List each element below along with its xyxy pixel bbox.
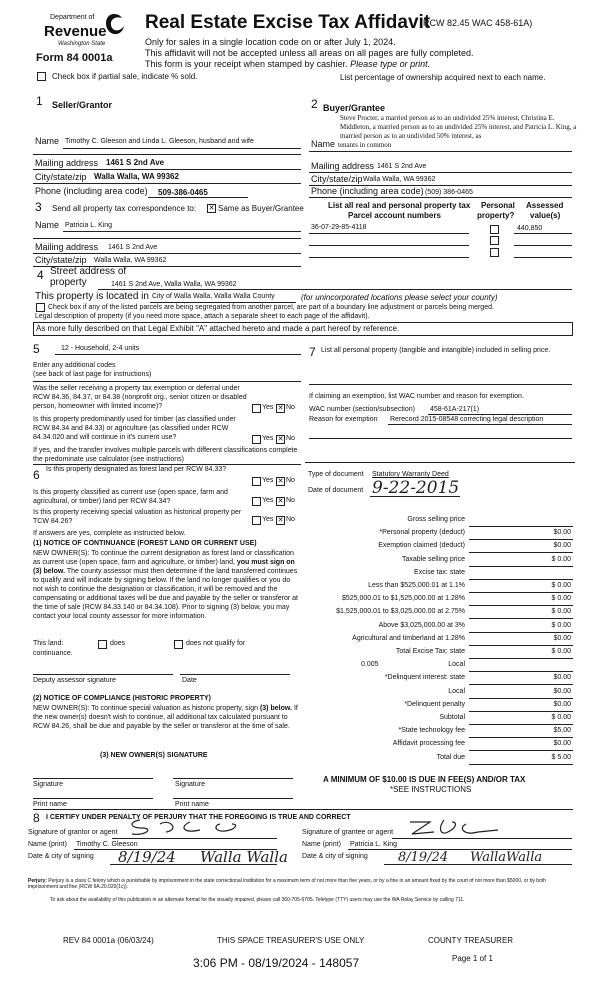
tax-row [309, 581, 573, 593]
buyer-mail[interactable]: 1461 S 2nd Ave [377, 163, 427, 170]
grantee-sig-line [392, 838, 572, 839]
parcel-row-1-line [309, 233, 469, 234]
owner-sig-2-label: Signature [175, 781, 205, 788]
notice-compliance-heading: (2) NOTICE OF COMPLIANCE (HISTORIC PROPERTY) [33, 695, 211, 702]
tax-row-label: Subtotal [439, 714, 465, 721]
corr-name[interactable]: Patricia L. King [65, 222, 113, 229]
corr-city-label: City/state/zip [35, 255, 87, 265]
logo-dept-text: Department of [50, 14, 95, 21]
tax-row-line [469, 671, 573, 672]
tax-row-value[interactable]: $0.00 [553, 674, 571, 682]
tax-row-line [469, 618, 573, 619]
grantee-sig-label: Signature of grantee or agent [302, 829, 394, 836]
doc-date-label: Date of document [308, 487, 364, 494]
same-as-buyer-checkbox[interactable]: ✕ [208, 205, 215, 212]
tax-row-line [469, 698, 573, 699]
notice-compliance-text: NEW OWNER(S): To continue special valuation as historic property, sign (3) below. If the new owner(s) doesn't wish to continue, all additional tax calculated pursuant to RCW 84.26, shall be due and payable by the seller or transferor at the time of sale. [33, 705, 298, 730]
notice-continuance-heading: (1) NOTICE OF CONTINUANCE (FOREST LAND OR CURRENT USE) [33, 540, 257, 547]
reason-label: Reason for exemption [309, 416, 378, 423]
buyer-phone-label: Phone (including area code) [311, 186, 424, 196]
q-historic-yes-label: Yes [262, 516, 274, 523]
partial-sale-checkbox[interactable] [37, 72, 46, 81]
legal-description: As more fully described on that Legal Exhibit "A" attached hereto and made a part hereof by reference. [36, 324, 400, 333]
tax-row-value[interactable]: $0.00 [553, 634, 571, 642]
parcel-row-3-line [309, 257, 469, 258]
owner-sig-1-line [33, 778, 153, 779]
parcel-1-personal-checkbox[interactable] [490, 225, 499, 234]
q-historic-yes-checkbox[interactable] [252, 516, 261, 525]
tax-row [309, 621, 573, 633]
tax-row-value[interactable]: $ 0.00 [551, 621, 571, 629]
tax-row-label: $525,000.01 to $1,525,000.00 at 1.28% [342, 595, 465, 603]
does-qualify-checkbox[interactable] [98, 640, 107, 649]
same-as-buyer-label: Same as Buyer/Grantee [218, 204, 304, 213]
q-timber-yes-checkbox[interactable] [252, 435, 261, 444]
grantor-signature-icon [120, 816, 270, 840]
grantee-date-line [384, 864, 572, 865]
tax-row-label: *Delinquent penalty [404, 700, 465, 708]
logo-revenue-text: Revenue [44, 23, 107, 40]
q-exemption-no-label: No [286, 404, 295, 411]
answers-yes-note: If answers are yes, complete as instructed below. [33, 530, 186, 537]
land-use-line [55, 354, 301, 355]
additional-codes-2: (see back of last page for instructions) [33, 371, 152, 378]
q-forest-yes-label: Yes [262, 477, 274, 484]
q-historic-no-checkbox[interactable]: ✕ [277, 517, 284, 524]
section-7-number: 7 [309, 345, 316, 359]
parcel-header-2: Parcel account numbers [348, 211, 441, 220]
deputy-date-label: Date [182, 677, 197, 684]
wac-line [428, 414, 572, 415]
tax-row-line [469, 592, 573, 593]
tax-row-label: Less than $525,000.01 at 1.1% [368, 582, 465, 589]
parcel-number[interactable]: 36-07-29-85-4118 [311, 224, 367, 231]
grantor-sig-label: Signature of grantor or agent [28, 829, 118, 836]
segregated-checkbox[interactable] [36, 303, 45, 312]
tax-row [309, 647, 573, 659]
tax-row-line [469, 711, 573, 712]
seller-sep-line [33, 154, 301, 155]
section-7-sep-line [305, 462, 575, 463]
buyer-name-line [309, 151, 572, 152]
tax-row [309, 726, 573, 738]
minimum-due-note: A MINIMUM OF $10.00 IS DUE IN FEE(S) AND/OR TAX [323, 775, 526, 784]
tax-row [309, 634, 573, 646]
does-not-qualify-label: does not qualify for [186, 640, 246, 647]
grantee-name[interactable]: Patricia L. King [350, 841, 398, 848]
logo-state-text: Washington State [58, 41, 106, 47]
header-line-2: This affidavit will not be accepted unless all areas on all pages are fully completed. [145, 48, 474, 58]
grantee-name-label: Name (print) [302, 841, 341, 848]
section-8-top-line [33, 809, 573, 810]
corr-mail-line [33, 253, 301, 254]
parcel-value-1-line [514, 233, 572, 234]
header-line-3: This form is your receipt when stamped by cashier. Please type or print. [145, 59, 431, 69]
tax-row-line [469, 764, 573, 765]
seller-name[interactable]: Timothy C. Gleeson and Linda L. Gleeson, husband and wife [65, 138, 254, 145]
tax-row-line [469, 605, 573, 606]
owner-print-1-line [33, 798, 153, 799]
owner-sig-2-line [173, 778, 293, 779]
land-use-code[interactable]: 12 - Household, 2-4 units [61, 345, 140, 352]
legal-description-box[interactable] [33, 322, 573, 336]
ownership-note: List percentage of ownership acquired next to each name. [340, 73, 546, 82]
recording-stamp: 3:06 PM - 08/19/2024 - 148057 [193, 956, 360, 970]
tax-row-label: Excise tax: state [414, 568, 465, 576]
section-4-number: 4 [37, 268, 44, 282]
parcel-value-3-line [514, 257, 572, 258]
seller-phone[interactable]: 509-386-0465 [158, 188, 208, 197]
buyer-name[interactable]: tenants in common [338, 141, 392, 149]
tax-row-value[interactable]: $0.00 [553, 700, 571, 708]
parcel-assessed-header-1: Assessed [526, 201, 564, 210]
tax-row [309, 528, 573, 540]
section-2-number: 2 [311, 97, 318, 111]
grantee-date[interactable]: 8/19/24 [398, 850, 449, 865]
county-treasurer-label: COUNTY TREASURER [428, 936, 514, 945]
located-label: This property is located in [35, 291, 149, 302]
q-timber-no-label: No [286, 435, 295, 442]
doc-type-label: Type of document [308, 471, 364, 478]
perjury-note: Perjury: Perjury is a class C felony which is punishable by imprisonment in the state correctional institution for a maximum term of not more than five years, or by a fine in an amount fixed by the court of not more than $5000, or by both imprisonment and fine (RCW 9A.20.020(1c)). [28, 878, 547, 890]
tax-row-label: Above $3,025,000.00 at 3% [378, 621, 465, 629]
located-line [150, 302, 296, 303]
buyer-city[interactable]: Walla Walla, WA 99362 [363, 176, 436, 183]
grantor-date[interactable]: 8/19/24 [118, 848, 176, 866]
street-address[interactable]: 1461 S 2nd Ave, Walla Walla, WA 99362 [111, 281, 237, 288]
grantee-date-label: Date & city of signing [302, 853, 368, 860]
owner-print-1-label: Print name [33, 801, 67, 808]
parcel-assessed-header-2: value(s) [530, 211, 561, 220]
located-note: (for unincorporated locations please select your county) [301, 293, 498, 302]
doc-date-value[interactable]: 9-22-2015 [372, 478, 460, 498]
logo-swirl-icon [102, 12, 126, 40]
grantee-signature-icon [400, 816, 520, 840]
grantor-date-label: Date & city of signing [28, 853, 94, 860]
buyer-phone[interactable]: (509) 386-0465 [425, 189, 473, 196]
tax-row-label: *Delinquent interest: state [384, 674, 465, 682]
seller-heading: Seller/Grantor [52, 100, 113, 110]
parcel-personal-header-1: Personal [481, 201, 515, 210]
revenue-logo [32, 12, 132, 64]
grantor-sig-line [112, 838, 277, 839]
q-current-use-yes-label: Yes [262, 497, 274, 504]
grantor-name[interactable]: Timothy C. Gleeson [76, 841, 138, 848]
q-historic: Is this property receiving special valuation as historical property per TCW 84.26? [33, 509, 242, 525]
tax-row-label: Local [448, 687, 465, 695]
legal-desc-label: Legal description of property (if you need more space, attach a separate sheet to each page of the affidavit). [35, 313, 370, 320]
parcel-value[interactable]: 440,850 [517, 225, 543, 232]
land-label: This land: [33, 640, 64, 647]
tax-row-value[interactable]: $ 0.00 [551, 582, 571, 589]
treasurer-use-label: THIS SPACE TREASURER'S USE ONLY [217, 936, 365, 945]
tax-row-line [469, 632, 573, 633]
street-label-1: Street address of [50, 266, 127, 277]
tax-row-label: Exemption claimed (deduct) [378, 542, 465, 550]
tax-row [309, 660, 573, 672]
tax-row-value[interactable]: $ 0.00 [551, 714, 571, 721]
owner-print-2-label: Print name [175, 801, 209, 808]
tax-row-line [469, 724, 573, 725]
tax-row [309, 713, 573, 725]
correspondence-text: Send all property tax correspondence to: [52, 204, 197, 213]
section-3-number: 3 [35, 200, 42, 214]
seller-city[interactable]: Walla Walla, WA 99362 [94, 172, 179, 181]
grantor-name-label: Name (print) [28, 841, 67, 848]
tax-row-line [469, 645, 573, 646]
buyer-heading: Buyer/Grantee [323, 103, 386, 113]
owner-sig-1-label: Signature [33, 781, 63, 788]
tax-row-rate: 0.005 [361, 661, 379, 669]
tax-row-line [469, 658, 573, 659]
tax-row-line [469, 750, 573, 751]
tax-row [309, 607, 573, 619]
tax-row [309, 568, 573, 580]
owner-print-2-line [173, 798, 293, 799]
buyer-name-label: Name [311, 139, 336, 149]
q-historic-no-label: No [286, 516, 295, 523]
wac-label: WAC number (section/subsection) [309, 406, 415, 413]
tax-row-line [469, 526, 573, 527]
page-number: Page 1 of 1 [452, 954, 493, 963]
q-current-use: Is this property classified as current use (open space, farm and agricultural, or timber) land per RCW 84.34? [33, 489, 228, 505]
q-exemption-yes-checkbox[interactable] [252, 404, 261, 413]
parcel-2-personal-checkbox[interactable] [490, 236, 499, 245]
tax-row [309, 687, 573, 699]
q-timber-no-checkbox[interactable]: ✕ [277, 436, 284, 443]
certify-text: I CERTIFY UNDER PENALTY OF PERJURY THAT THE FOREGOING IS TRUE AND CORRECT [46, 814, 351, 821]
seller-city-label: City/state/zip [35, 172, 87, 182]
tax-row-line [469, 539, 573, 540]
tax-row-label: Affidavit processing fee [392, 740, 465, 748]
q-multiple: If yes, and the transfer involves multiple parcels with different classifications complete the predominate use calculator (see instructions) [33, 447, 298, 463]
seller-mail-label: Mailing address [35, 158, 99, 168]
tax-calculation-table [309, 515, 573, 767]
located-value[interactable]: City of Walla Walla, Walla Walla County [152, 293, 275, 300]
doc-type-value[interactable]: Statutory Warranty Deed [372, 471, 449, 478]
parcel-header-1: List all real and personal property tax [328, 201, 471, 210]
q-current-use-no-label: No [286, 497, 295, 504]
tax-row [309, 515, 573, 527]
parcel-row-2-line [309, 245, 469, 246]
tax-row-line [469, 684, 573, 685]
seller-name-line [63, 148, 301, 149]
deputy-date-line [180, 674, 290, 675]
section-1-number: 1 [36, 94, 43, 108]
grantee-city[interactable]: WallaWalla [470, 850, 543, 865]
tax-row-label: Agricultural and timberland at 1.28% [352, 634, 465, 642]
section-8-number: 8 [33, 811, 40, 825]
doc-date-line [370, 496, 460, 497]
corr-mail-label: Mailing address [35, 242, 99, 252]
street-label-2: property [50, 277, 87, 288]
buyer-mail-line [309, 172, 572, 173]
tax-row-value[interactable]: $ 0.00 [551, 555, 571, 563]
q-exemption-no-checkbox[interactable]: ✕ [277, 405, 284, 412]
tax-row [309, 739, 573, 751]
see-instructions: *SEE INSTRUCTIONS [390, 785, 472, 794]
tax-row-label: Gross selling price [407, 516, 465, 523]
tax-row-line [469, 737, 573, 738]
tax-row-line [469, 552, 573, 553]
personal-property-line [309, 384, 572, 385]
corr-name-label: Name [35, 220, 60, 230]
reason-line-1 [388, 424, 572, 425]
seller-phone-line [148, 197, 248, 198]
seller-name-label: Name [35, 136, 60, 146]
additional-codes-1: Enter any additional codes [33, 362, 116, 369]
q-current-use-yes-checkbox[interactable] [252, 497, 261, 506]
form-number: Form 84 0001a [36, 52, 113, 64]
seller-city-line [33, 183, 301, 184]
tax-row-label: *State technology fee [398, 727, 465, 735]
rev-number: REV 84 0001a (06/03/24) [63, 936, 154, 945]
does-not-qualify-checkbox[interactable] [174, 640, 183, 649]
q-forest: Is this property designated as forest land per RCW 84.33? [46, 466, 227, 473]
tax-row-label: *Personal property (deduct) [379, 529, 465, 537]
personal-property-text: List all personal property (tangible and intangible) included in selling price. [321, 347, 551, 354]
buyer-phone-line [309, 197, 572, 198]
street-line [98, 289, 572, 290]
section-5-number: 5 [33, 342, 40, 356]
tax-row [309, 700, 573, 712]
buyer-mail-label: Mailing address [311, 161, 375, 171]
q-exemption-yes-label: Yes [262, 404, 274, 411]
tax-row [309, 555, 573, 567]
form-title: Real Estate Excise Tax Affidavit [145, 12, 431, 33]
tax-row-label: $1,525,000.01 to $3,025,000.00 at 2.75% [336, 608, 465, 616]
deputy-sig-label: Deputy assessor signature [33, 677, 116, 684]
deputy-sig-line [33, 674, 173, 675]
tax-row-label: Total Excise Tax: state [395, 648, 465, 655]
seller-phone-label: Phone (including area code) [35, 186, 148, 196]
seller-mail[interactable]: 1461 S 2nd Ave [106, 158, 165, 167]
parcel-personal-header-2: property? [477, 211, 515, 220]
continuance-label: continuance. [33, 650, 73, 657]
tax-row-value[interactable]: $ 0.00 [551, 648, 571, 655]
alternate-format-note: To ask about the availability of this publication in an alternate format for the visually impaired, please call 360-705-6705. Teletype (TTY) users may use the WA Relay Service by calling 711. [50, 897, 465, 903]
corr-city[interactable]: Walla Walla, WA 99362 [94, 257, 167, 264]
header-line-1: Only for sales in a single location code on or after July 1, 2024. [145, 37, 396, 47]
buyer-city-label: City/state/zip [311, 174, 363, 184]
exemption-text: If claiming an exemption, list WAC number and reason for exemption. [309, 393, 524, 400]
seller-mail-line [33, 169, 301, 170]
parcel-3-personal-checkbox[interactable] [490, 248, 499, 257]
q-timber-yes-label: Yes [262, 435, 274, 442]
tax-row [309, 594, 573, 606]
tax-row [309, 753, 573, 765]
tax-row-value[interactable]: $ 5.00 [551, 753, 571, 761]
grantor-date-line [110, 864, 277, 865]
new-owner-sig-heading: (3) NEW OWNER(S) SIGNATURE [100, 752, 208, 759]
reason-line-2 [309, 438, 572, 439]
section-6-number: 6 [33, 468, 40, 482]
corr-name-line [63, 231, 301, 232]
q-forest-no-label: No [286, 477, 295, 484]
tax-row-label: Local [448, 661, 465, 669]
reason-value[interactable]: Rerecord 2015-08548 correcting legal description [390, 416, 544, 423]
parcel-value-2-line [514, 245, 572, 246]
tax-row-line [469, 579, 573, 580]
notice-continuance-text: NEW OWNER(S): To continue the current designation as forest land or classification as current use (open space, farm and agriculture, or timber) land, you must sign on (3) below. The county assessor must then determine if the land transferred continues to qualify and will indicate by signing below. If the land no longer qualifies or you do not wish to continue the designation or classification, it will be removed and the compensating or additional taxes will be due and payable by the seller or transferor at the time of sale (RCW 84.33.140 or 84.34.108). Prior to signing (3) below, you may contact your local county assessor for more information. [33, 550, 298, 620]
corr-mail[interactable]: 1461 S 2nd Ave [108, 244, 158, 251]
tax-row-label: Total due [436, 753, 465, 761]
q-exemption: Was the seller receiving a property tax exemption or deferral under RCW 84.36, 84.37, or 84.38 (nonprofit org., senior citizen or disabled person, homeowner with limited income)? [33, 385, 247, 410]
q-timber: Is this property predominantly used for timber (as classified under RCW 84.34 and 84.33) or agriculture (as classified under RCW 84.34.020 and will continue in it's current use? [33, 416, 236, 441]
partial-sale-label: Check box if partial sale, indicate % sold. [52, 72, 198, 81]
corr-sep-line [33, 238, 301, 239]
tax-row-value[interactable]: $5.00 [553, 727, 571, 735]
tax-row-label: Taxable selling price [401, 555, 465, 563]
additional-codes-line [33, 381, 301, 382]
tax-row-value[interactable]: $0.00 [553, 542, 571, 550]
tax-row-line [469, 566, 573, 567]
wac-value[interactable]: 458-61A-217(1) [430, 406, 480, 413]
does-qualify-label: does [110, 640, 126, 647]
tax-row [309, 541, 573, 553]
tax-row-value[interactable]: $0.00 [553, 529, 571, 537]
form-rcw: (RCW 82.45 WAC 458-61A) [420, 18, 533, 28]
tax-row-value[interactable]: $ 0.00 [551, 595, 571, 603]
q-forest-no-checkbox[interactable]: ✕ [277, 478, 284, 485]
buyer-description: Steve Procter, a married person as to an undivided 25% interest, Christina E. Middleton, a married person as to an undivided 25% interest, and Patricia L. King, a married person as to an undivided 50% interest, as [340, 114, 577, 140]
q-forest-yes-checkbox[interactable] [252, 477, 261, 486]
tax-row-value[interactable]: $0.00 [553, 740, 571, 748]
tax-row-value[interactable]: $0.00 [553, 687, 571, 695]
segregated-label: Check box if any of the listed parcels are being segregated from another parcel, are part of a boundary line adjustment or parcels being merged. [48, 304, 494, 311]
tax-row-value[interactable]: $ 0.00 [551, 608, 571, 616]
tax-row [309, 673, 573, 685]
grantor-city[interactable]: Walla Walla [200, 848, 288, 866]
q-current-use-no-checkbox[interactable]: ✕ [277, 498, 284, 505]
